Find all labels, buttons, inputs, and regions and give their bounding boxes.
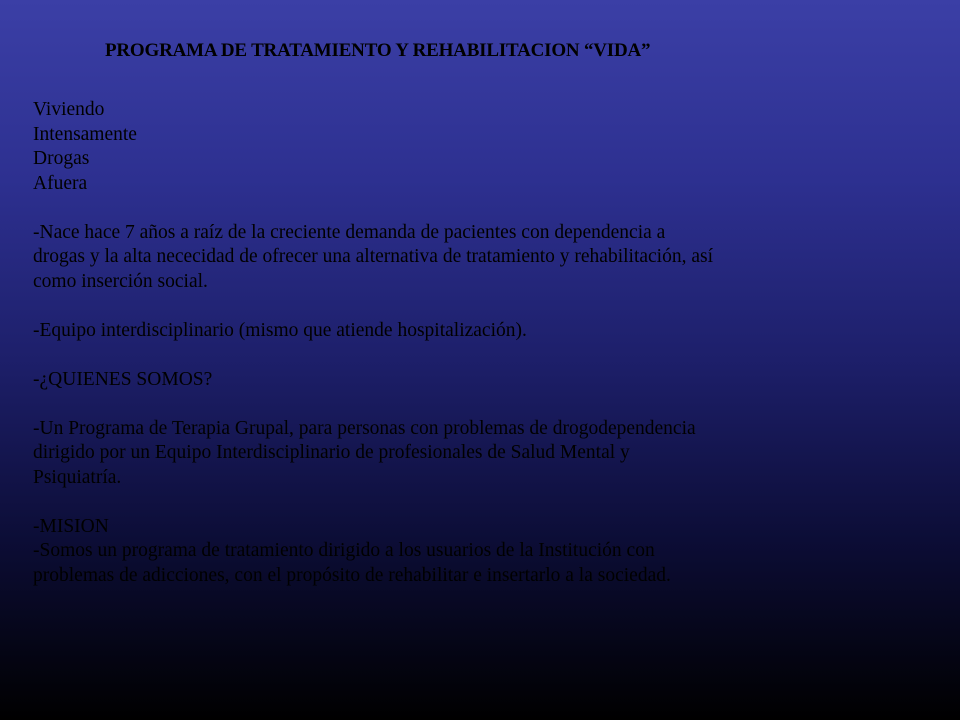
acronym-line-i: Intensamente [33, 123, 137, 145]
who-paragraph-line-1: -Un Programa de Terapia Grupal, para personas con problemas de drogodependencia [33, 417, 696, 439]
spacer [33, 343, 913, 368]
acronym-line-v: Viviendo [33, 99, 105, 120]
who-paragraph-line-2: dirigido por un Equipo Interdisciplinario de profesionales de Salud Mental y [33, 442, 630, 463]
team-paragraph: -Equipo interdisciplinario (mismo que atiende hospitalización). [33, 319, 527, 341]
mission-paragraph-line-2: problemas de adicciones, con el propósito de rehabilitar e insertarlo a la sociedad. [33, 564, 671, 586]
mission-paragraph-line-1: -Somos un programa de tratamiento dirigido a los usuarios de la Institución con [33, 540, 655, 561]
who-heading: -¿QUIENES SOMOS? [33, 368, 213, 390]
slide-body [33, 98, 913, 588]
acronym-line-a: Afuera [33, 172, 88, 194]
acronym-line-d: Drogas [33, 148, 90, 169]
spacer [33, 294, 913, 319]
origin-paragraph-line-1: -Nace hace 7 años a raíz de la creciente demanda de pacientes con dependencia a [33, 221, 666, 243]
spacer [33, 196, 913, 221]
spacer [33, 392, 913, 417]
origin-paragraph-line-2: drogas y la alta nececidad de ofrecer una alternativa de tratamiento y rehabilitación, así [33, 246, 714, 267]
spacer [33, 490, 913, 515]
mission-heading: -MISION [33, 515, 109, 537]
slide-title: PROGRAMA DE TRATAMIENTO Y REHABILITACION “VIDA” [105, 40, 651, 61]
origin-paragraph-line-3: como inserción social. [33, 270, 208, 292]
who-paragraph-line-3: Psiquiatría. [33, 466, 122, 488]
